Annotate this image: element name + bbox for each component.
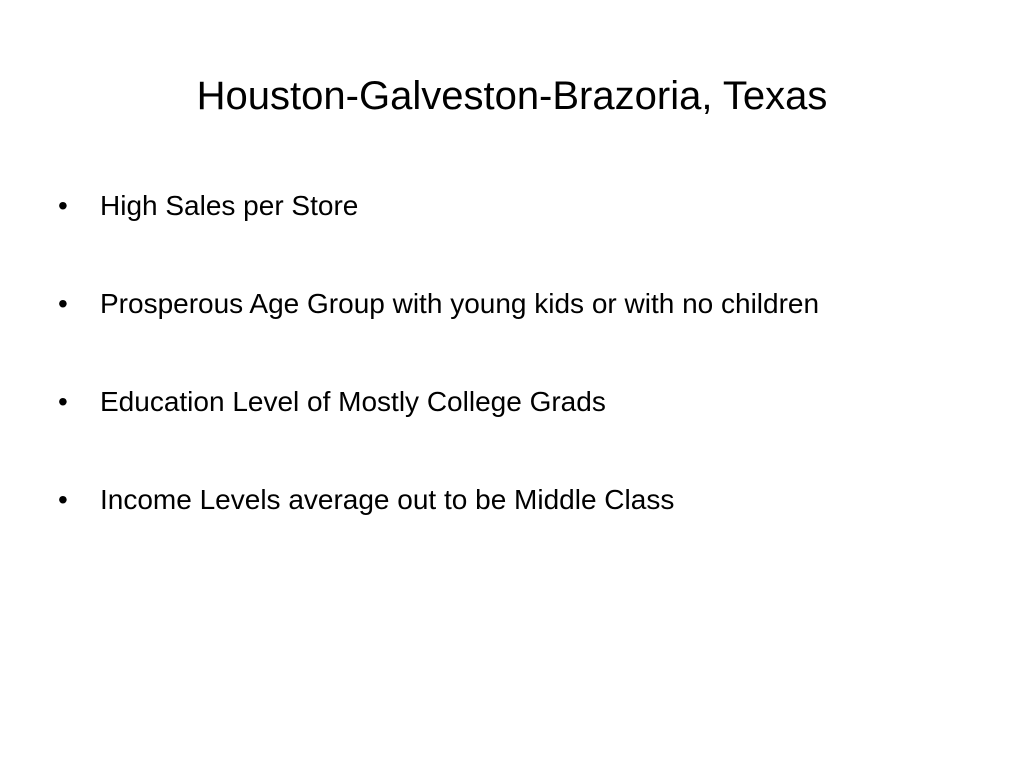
bullet-item bbox=[58, 184, 819, 282]
bullet-text: High Sales per Store bbox=[100, 190, 359, 221]
bullet-icon: • bbox=[58, 386, 68, 417]
bullet-item bbox=[58, 282, 819, 380]
bullet-text: Education Level of Mostly College Grads bbox=[100, 386, 606, 417]
bullet-icon: • bbox=[58, 190, 68, 221]
bullet-text: Prosperous Age Group with young kids or with no children bbox=[100, 288, 820, 319]
slide-title: Houston-Galveston-Brazoria, Texas bbox=[196, 74, 828, 118]
bullet-item bbox=[58, 478, 819, 576]
bullet-list bbox=[58, 184, 819, 576]
bullet-icon: • bbox=[58, 288, 68, 319]
bullet-text: Income Levels average out to be Middle Class bbox=[100, 484, 675, 515]
bullet-item bbox=[58, 380, 819, 478]
bullet-icon: • bbox=[58, 484, 68, 515]
